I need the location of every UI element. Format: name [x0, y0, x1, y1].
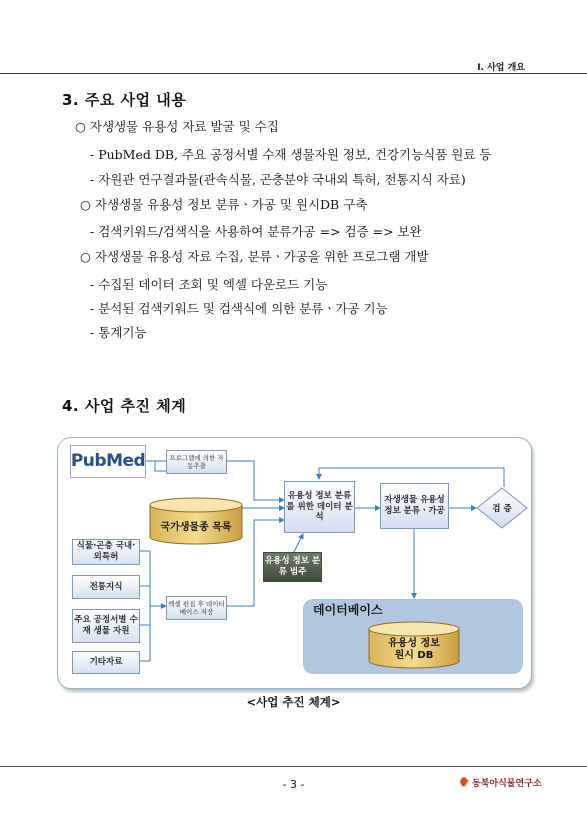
section3-subitem: - 수집된 데이터 조회 및 엑셀 다운로드 기능: [90, 277, 328, 292]
analysis-box: 유용성 정보 분류를 위한 데이터 분석: [284, 481, 355, 533]
classify-box: 자생생물 유용성 정보 분류ㆍ가공: [380, 483, 449, 529]
diagram-caption: <사업 추진 체계>: [246, 695, 341, 709]
section3-subitem: - 통계기능: [90, 325, 147, 340]
page-number: - 3 -: [282, 778, 305, 791]
national-db-label: 국가생물종 목록: [160, 522, 232, 533]
institute-logo: 동북아식물연구소: [458, 776, 542, 789]
section3-subitem: - 분석된 검색키워드 및 검색식에 의한 분류ㆍ가공 기능: [90, 301, 388, 316]
connector-line: [294, 534, 303, 552]
auto-collect-box: 프로그램에 의한 자동추출: [166, 450, 227, 474]
raw-db-label: 유용성 정보 원시 DB: [388, 638, 440, 661]
connector-line: [226, 461, 284, 500]
source-other: 기타자료: [72, 651, 140, 674]
process-diagram: [57, 437, 532, 689]
source-traditional: 전통지식: [72, 575, 140, 599]
source-patents: 식물·곤충 국내·외특허: [72, 539, 140, 565]
institute-leaf-icon: [458, 776, 470, 788]
section3-subitem: - 검색키워드/검색식을 사용하여 분류가공 => 검증 => 보완: [90, 224, 422, 239]
excel-build-box: 엑셀 편집 후 데이터베이스 저장: [166, 596, 227, 620]
connector-line: [138, 551, 150, 661]
chapter-label: I. 사업 개요: [477, 63, 525, 73]
section3-title: 3. 주요 사업 내용: [62, 91, 187, 109]
source-pharmacopoeia: 주요 공정서별 수재 생물 자원: [72, 609, 140, 643]
section3-subitem: - PubMed DB, 주요 공정서별 수재 생물자원 정보, 건강기능식품 원료 등: [90, 147, 492, 162]
verify-label: 검 증: [492, 504, 512, 514]
section4-title: 4. 사업 추진 체계: [62, 397, 187, 415]
category-tag: 유용성 정보 분류 범주: [263, 552, 322, 582]
connector-line: [155, 461, 166, 471]
section3-subitem: - 자원관 연구결과물(관속식물, 곤충분야 국내외 특허, 전통지식 자료): [90, 172, 466, 187]
pubmed-logo-text: PubMed: [70, 450, 146, 471]
pubmed-logo: [70, 445, 146, 478]
database-title: 데이터베이스: [313, 603, 383, 617]
header-rule: [0, 73, 587, 74]
section3-item: ○ 자생생물 유용성 정보 분류ㆍ가공 및 원시DB 구축: [80, 197, 368, 212]
section3-item: ○ 자생생물 유용성 자료 발굴 및 수집: [75, 119, 279, 134]
footer-rule: [0, 766, 587, 767]
section3-item: ○ 자생생물 유용성 자료 수집, 분류ㆍ가공을 위한 프로그램 개발: [80, 249, 429, 264]
